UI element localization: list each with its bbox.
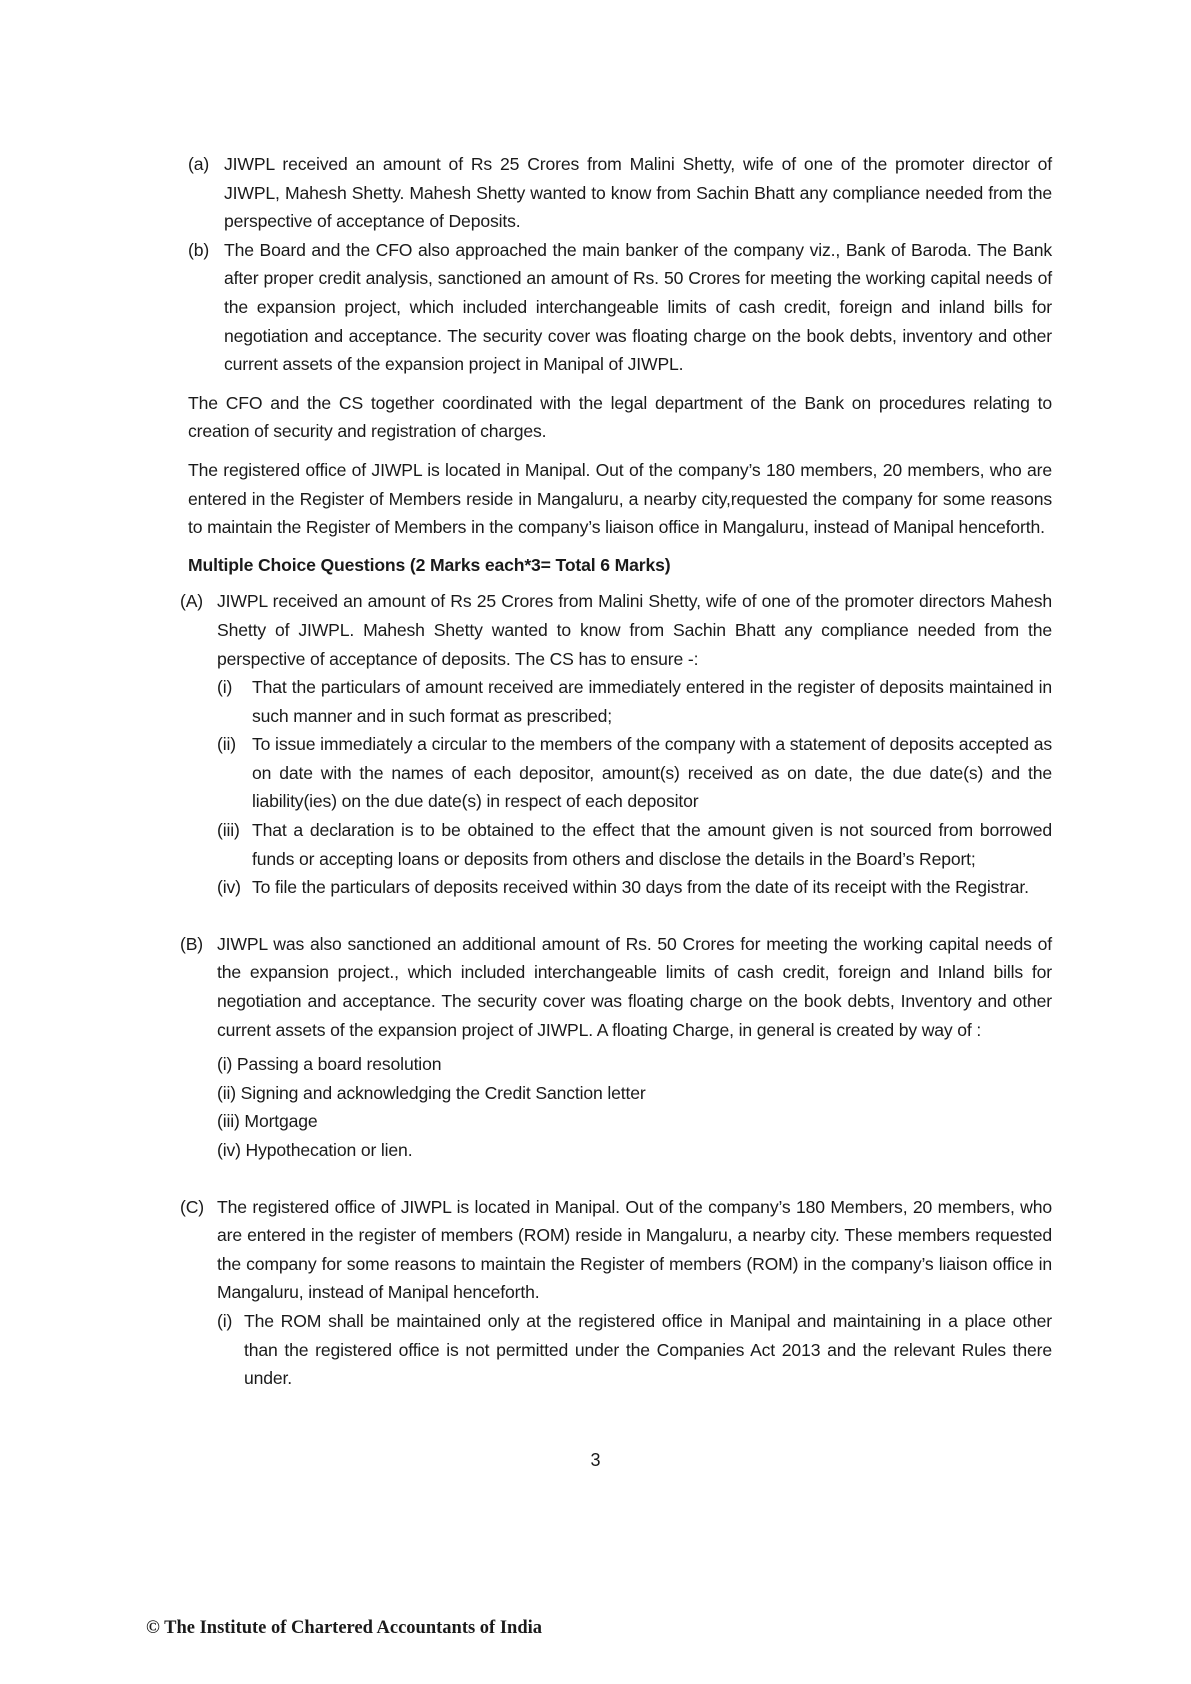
- item-label: (a): [188, 154, 210, 174]
- mcq-heading: Multiple Choice Questions (2 Marks each*3= Total 6 Marks): [188, 554, 671, 575]
- option-text: That a declaration is to be obtained to the effect that the amount given is not sourced from borrowed funds or accepting loans or deposits from others and disclose the details in the Board’s Report;: [252, 820, 1052, 869]
- question-label: (B): [180, 933, 204, 954]
- option-item: [217, 673, 1052, 730]
- option-label: (iv): [217, 877, 241, 898]
- option-label: (i): [217, 1310, 233, 1331]
- option-text: The ROM shall be maintained only at the registered office in Manipal and maintaining in a place other than the registered office is not permitted under the Companies Act 2013 and the relevant Rules there under.: [244, 1310, 1052, 1389]
- option-item: (iv) Hypothecation or lien.: [217, 1140, 413, 1160]
- option-item: (i) Passing a board resolution: [217, 1054, 442, 1075]
- question-label: (A): [180, 591, 204, 612]
- option-text: To file the particulars of deposits received within 30 days from the date of its receipt with the Registrar.: [252, 877, 1029, 898]
- option-item: (ii) Signing and acknowledging the Credit Sanction letter: [217, 1082, 646, 1103]
- question-a: [180, 587, 1052, 902]
- page-number: 3: [590, 1450, 601, 1470]
- option-label: (ii): [217, 734, 236, 755]
- item-text: JIWPL received an amount of Rs 25 Crores from Malini Shetty, wife of one of the promoter director of JIWPL, Mahesh Shetty. Mahesh Shetty wanted to know from Sachin Bhatt any compliance needed from the perspective of acceptance of Deposits.: [224, 154, 1052, 232]
- question-label: (C): [180, 1196, 204, 1217]
- option-item: [217, 730, 1052, 816]
- question-b: [180, 930, 1052, 1165]
- case-item-a: [188, 150, 1052, 236]
- option-text: That the particulars of amount received are immediately entered in the register of deposits maintained in such manner and in such format as prescribed;: [252, 677, 1052, 726]
- options-list: [217, 1050, 1052, 1164]
- question-text: The registered office of JIWPL is located in Manipal. Out of the company’s 180 Members, 20 members, who are entered in the register of members (ROM) reside in Mangaluru, a nearby city. These members requested the company for some reasons to maintain the Register of members (ROM) in the company’s liaison office in Mangaluru, instead of Manipal henceforth.: [217, 1196, 1052, 1303]
- option-label: (i): [217, 677, 233, 698]
- question-text: JIWPL was also sanctioned an additional amount of Rs. 50 Crores for meeting the working capital needs of the expansion project., which included interchangeable limits of cash credit, foreign and Inland bills for negotiation and acceptance. The security cover was floating charge on the book debts, Inventory and other current assets of the expansion project of JIWPL. A floating Charge, in general is created by way of :: [217, 933, 1052, 1040]
- item-label: (b): [188, 239, 210, 260]
- question-c: [180, 1193, 1052, 1393]
- option-item: [217, 873, 1052, 902]
- options-list: [217, 1307, 1052, 1393]
- paragraph-registered-office: The registered office of JIWPL is located in Manipal. Out of the company’s 180 members, 20 members, who are entered in the Register of Members reside in Mangaluru, a nearby city,requested the company for some reasons to maintain the Register of Members in the company’s liaison office in Mangaluru, instead of Manipal henceforth.: [188, 459, 1052, 538]
- option-item: (iii) Mortgage: [217, 1111, 318, 1132]
- option-item: [217, 816, 1052, 873]
- options-list: [217, 673, 1052, 902]
- item-text: The Board and the CFO also approached the main banker of the company viz., Bank of Baroda. The Bank after proper credit analysis, sanctioned an amount of Rs. 50 Crores for meeting the working capital needs of the expansion project, which included interchangeable limits of cash credit, foreign and inland bills for negotiation and acceptance. The security cover was floating charge on the book debts, inventory and other current assets of the expansion project in Manipal of JIWPL.: [224, 239, 1052, 375]
- paragraph-security: The CFO and the CS together coordinated with the legal department of the Bank on procedures relating to creation of security and registration of charges.: [188, 392, 1052, 442]
- option-text: To issue immediately a circular to the members of the company with a statement of deposits accepted as on date with the names of each depositor, amount(s) received as on date, the due date(s) and the liability(ies) on the due date(s) in respect of each depositor: [252, 734, 1052, 812]
- option-item: [217, 1307, 1052, 1393]
- footer-copyright: © The Institute of Chartered Accountants of India: [146, 1618, 543, 1638]
- question-text: JIWPL received an amount of Rs 25 Crores from Malini Shetty, wife of one of the promoter directors Mahesh Shetty of JIWPL. Mahesh Shetty wanted to know from Sachin Bhatt any compliance needed from the perspective of acceptance of deposits. The CS has to ensure -:: [217, 591, 1052, 669]
- option-label: (iii): [217, 820, 240, 841]
- page-content: [180, 150, 1052, 1393]
- case-item-b: [188, 236, 1052, 379]
